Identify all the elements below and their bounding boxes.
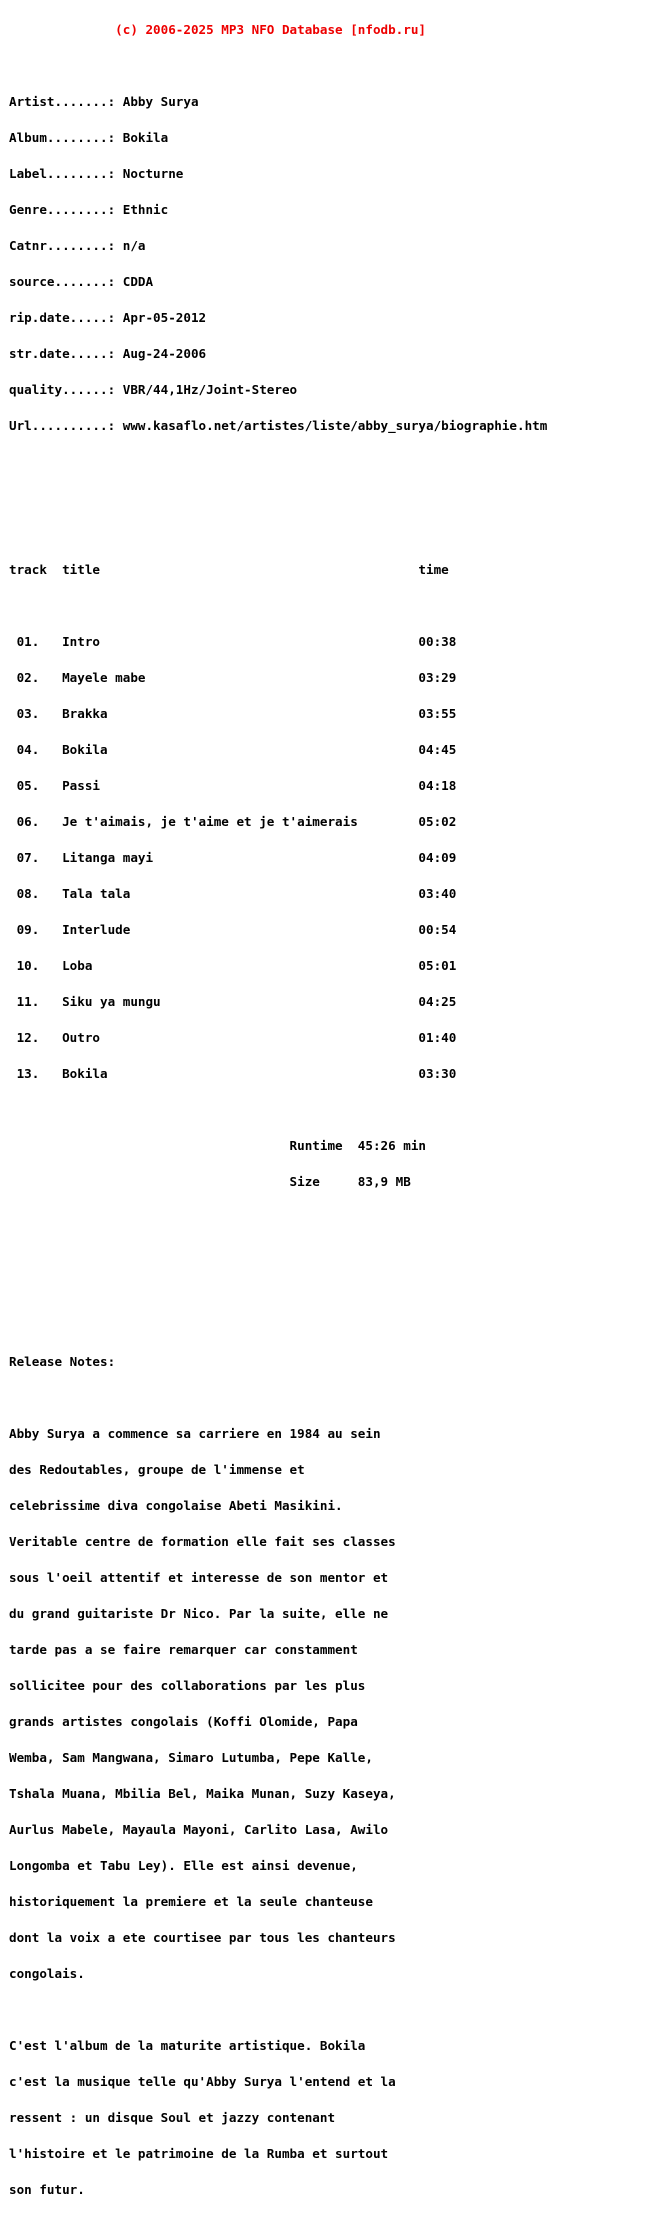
track-row: 05. Passi 04:18	[9, 778, 457, 793]
blank-line	[9, 1248, 547, 1260]
notes-line: ressent : un disque Soul et jazzy contenant	[9, 2110, 336, 2125]
info-rip-date: rip.date.....: Apr-05-2012	[9, 310, 207, 325]
track-row: 04. Bokila 04:45	[9, 742, 457, 757]
size-total: Size 83,9 MB	[9, 1174, 411, 1189]
track-row: 11. Siku ya mungu 04:25	[9, 994, 457, 1009]
track-row: 02. Mayele mabe 03:29	[9, 670, 457, 685]
info-album: Album........: Bokila	[9, 130, 169, 145]
notes-line: c'est la musique telle qu'Abby Surya l'entend et la	[9, 2074, 396, 2089]
info-str-date: str.date.....: Aug-24-2006	[9, 346, 207, 361]
runtime-total: Runtime 45:26 min	[9, 1138, 427, 1153]
info-catnr: Catnr........: n/a	[9, 238, 146, 253]
track-row: 03. Brakka 03:55	[9, 706, 457, 721]
notes-line: Veritable centre de formation elle fait ses classes	[9, 1534, 396, 1549]
track-row: 08. Tala tala 03:40	[9, 886, 457, 901]
nfodb-banner: (c) 2006-2025 MP3 NFO Database [nfodb.ru]	[9, 22, 427, 37]
info-label: Label........: Nocturne	[9, 166, 184, 181]
info-url: Url..........: www.kasaflo.net/artistes/liste/abby_surya/biographie.htm	[9, 418, 548, 433]
notes-line: sous l'oeil attentif et interesse de son mentor et	[9, 1570, 389, 1585]
notes-line: sollicitee pour des collaborations par les plus	[9, 1678, 366, 1693]
track-row: 06. Je t'aimais, je t'aime et je t'aimerais 05:02	[9, 814, 457, 829]
notes-line: historiquement la premiere et la seule chanteuse	[9, 1894, 373, 1909]
release-notes-heading: Release Notes:	[9, 1354, 116, 1369]
release-notes	[9, 1332, 547, 2220]
notes-line: du grand guitariste Dr Nico. Par la suite, elle ne	[9, 1606, 389, 1621]
blank-line	[9, 1284, 547, 1296]
track-row: 09. Interlude 00:54	[9, 922, 457, 937]
notes-line: dont la voix a ete courtisee par tous les chanteurs	[9, 1930, 396, 1945]
blank-line	[9, 1104, 547, 1116]
notes-line: C'est l'album de la maturite artistique. Bokila	[9, 2038, 366, 2053]
track-row: 13. Bokila 03:30	[9, 1066, 457, 1081]
track-row: 07. Litanga mayi 04:09	[9, 850, 457, 865]
notes-line: des Redoutables, groupe de l'immense et	[9, 1462, 305, 1477]
blank-line	[9, 492, 547, 504]
blank-line	[9, 2004, 547, 2016]
notes-line: celebrissime diva congolaise Abeti Masikini.	[9, 1498, 343, 1513]
nfo-document	[9, 0, 547, 2232]
info-artist: Artist.......: Abby Surya	[9, 94, 199, 109]
notes-line: tarde pas a se faire remarquer car constamment	[9, 1642, 358, 1657]
tracklist-header: track title time	[9, 562, 449, 577]
blank-line	[9, 600, 547, 612]
track-row: 01. Intro 00:38	[9, 634, 457, 649]
blank-line	[9, 1392, 547, 1404]
info-block	[9, 72, 547, 456]
notes-line: Longomba et Tabu Ley). Elle est ainsi devenue,	[9, 1858, 358, 1873]
notes-line: Wemba, Sam Mangwana, Simaro Lutumba, Pepe Kalle,	[9, 1750, 373, 1765]
notes-line: congolais.	[9, 1966, 85, 1981]
notes-line: grands artistes congolais (Koffi Olomide, Papa	[9, 1714, 358, 1729]
info-source: source.......: CDDA	[9, 274, 154, 289]
notes-line: Tshala Muana, Mbilia Bel, Maika Munan, Suzy Kaseya,	[9, 1786, 396, 1801]
notes-line: Abby Surya a commence sa carriere en 1984 au sein	[9, 1426, 381, 1441]
track-row: 12. Outro 01:40	[9, 1030, 457, 1045]
notes-line: Aurlus Mabele, Mayaula Mayoni, Carlito Lasa, Awilo	[9, 1822, 389, 1837]
track-row: 10. Loba 05:01	[9, 958, 457, 973]
info-genre: Genre........: Ethnic	[9, 202, 169, 217]
tracklist	[9, 540, 547, 1212]
notes-line: l'histoire et le patrimoine de la Rumba et surtout	[9, 2146, 389, 2161]
info-quality: quality......: VBR/44,1Hz/Joint-Stereo	[9, 382, 298, 397]
notes-line: son futur.	[9, 2182, 85, 2197]
